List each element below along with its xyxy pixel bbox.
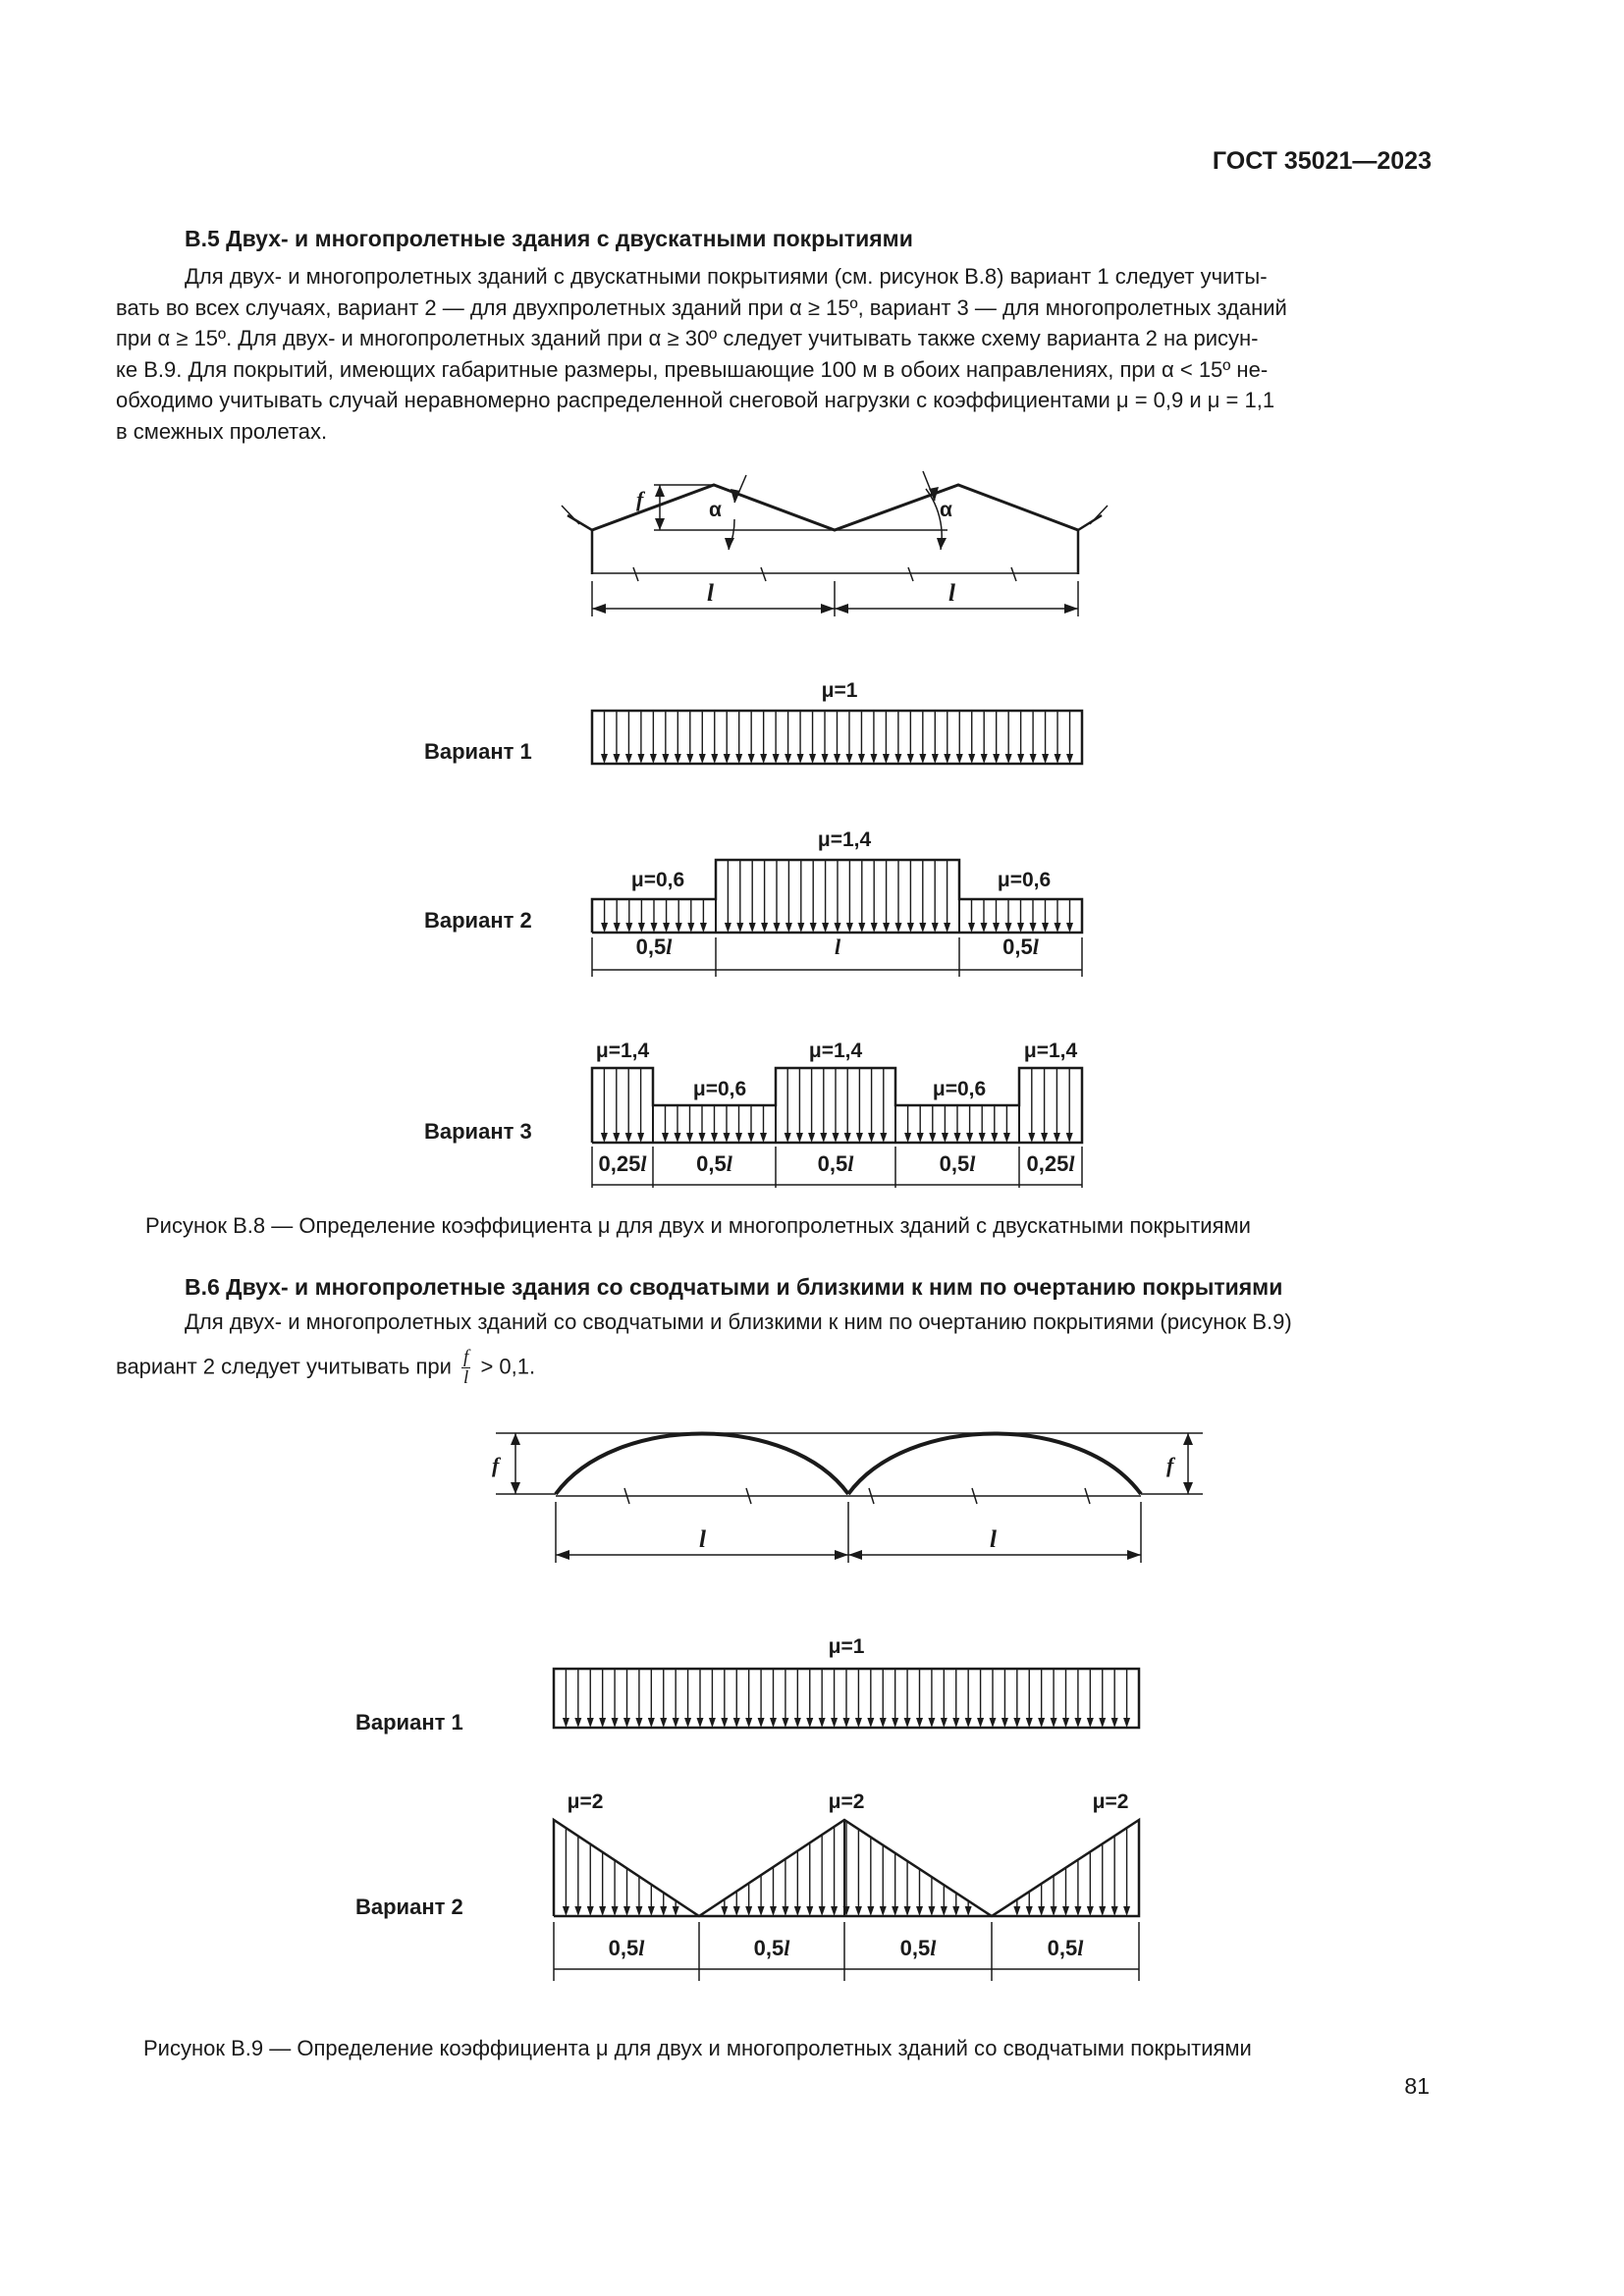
section-title-b5: В.5 Двух- и многопролетные здания с двускатными покрытиями — [185, 226, 913, 251]
load-arrowhead — [1013, 1906, 1020, 1916]
load-arrowhead — [1123, 1718, 1130, 1728]
load-arrowhead — [635, 1718, 642, 1728]
load-arrowhead — [1087, 1718, 1094, 1728]
load-arrowhead — [782, 1906, 788, 1916]
load-arrowhead — [880, 1906, 887, 1916]
page-number: 81 — [1404, 2073, 1430, 2099]
span-label: l — [699, 1526, 706, 1553]
load-arrowhead — [587, 1906, 594, 1916]
mu-label: μ=1 — [828, 1635, 865, 1658]
paragraph-b6-text: вариант 2 следует учитывать при — [116, 1354, 452, 1379]
fraction-numerator: f — [463, 1347, 469, 1367]
load-arrowhead — [952, 1906, 959, 1916]
load-arrowhead — [673, 1718, 679, 1728]
load-arrowhead — [1038, 1906, 1045, 1916]
load-arrowhead — [831, 1718, 838, 1728]
dim-label: 0,5l — [608, 1936, 645, 1960]
paragraph-b6-line1: Для двух- и многопролетных зданий со сводчатыми и близкими к ним по очертанию покрытиями (рисунок В.9) — [185, 1309, 1292, 1334]
load-arrowhead — [612, 1718, 619, 1728]
figure-b8-caption: Рисунок В.8 — Определение коэффициента μ для двух и многопролетных зданий с двускатными покрытиями — [145, 1213, 1251, 1238]
dim-label: 0,5l — [696, 1151, 732, 1176]
load-arrowhead — [941, 1906, 947, 1916]
load-arrowhead — [855, 1906, 862, 1916]
load-arrowhead — [623, 1718, 630, 1728]
load-arrowhead — [782, 1718, 788, 1728]
load-arrowhead — [1013, 1718, 1020, 1728]
dim-label: 0,5l — [817, 1151, 854, 1176]
variant-3-label: Вариант 3 — [424, 1119, 532, 1144]
load-arrowhead — [794, 1906, 801, 1916]
span-label: l — [707, 580, 714, 607]
mu-label: μ=1,4 — [595, 1040, 650, 1062]
load-arrowhead — [563, 1718, 569, 1728]
dim-label: 0,5l — [1047, 1936, 1084, 1960]
load-arrowhead — [952, 1718, 959, 1728]
load-arrowhead — [697, 1718, 704, 1728]
load-arrowhead — [758, 1718, 765, 1728]
mu-label: μ=2 — [828, 1790, 865, 1813]
load-arrowhead — [806, 1906, 813, 1916]
load-arrowhead — [1074, 1718, 1081, 1728]
load-arrowhead — [648, 1906, 655, 1916]
load-arrowhead — [1074, 1906, 1081, 1916]
load-arrowhead — [721, 1906, 728, 1916]
section-title-b6: В.6 Двух- и многопролетные здания со сводчатыми и близкими к ним по очертанию покрытиями — [185, 1274, 1283, 1300]
dim-label: 0,5l — [635, 934, 673, 959]
paragraph-line: обходимо учитывать случай неравномерно распределенной снеговой нагрузки с коэффициентами μ = 0,9 и μ = 1,1 — [116, 388, 1275, 412]
load-arrowhead — [770, 1906, 777, 1916]
mu-label: μ=0,6 — [692, 1078, 747, 1100]
load-arrowhead — [599, 1718, 606, 1728]
paragraph-line: Для двух- и многопролетных зданий с двускатными покрытиями (см. рисунок В.8) вариант 1 следует учиты- — [185, 264, 1268, 289]
load-arrowhead — [916, 1906, 923, 1916]
mu-label: μ=0,6 — [630, 869, 685, 891]
load-arrowhead — [867, 1718, 874, 1728]
alpha-label: α — [940, 499, 952, 521]
mu-label: μ=0,6 — [997, 869, 1052, 891]
load-arrowhead — [965, 1906, 972, 1916]
load-arrowhead — [684, 1718, 691, 1728]
dim-label: 0,5l — [1002, 934, 1039, 959]
dim-label: 0,25l — [598, 1151, 647, 1176]
load-arrowhead — [660, 1906, 667, 1916]
load-arrowhead — [1062, 1906, 1069, 1916]
load-arrowhead — [977, 1718, 984, 1728]
load-arrowhead — [892, 1906, 898, 1916]
load-arrowhead — [1111, 1718, 1118, 1728]
load-arrowhead — [574, 1906, 581, 1916]
load-arrowhead — [928, 1906, 935, 1916]
figure-b9-caption: Рисунок В.9 — Определение коэффициента μ для двух и многопролетных зданий со сводчатыми покрытиями — [143, 2036, 1252, 2060]
paragraph-line: ке В.9. Для покрытий, имеющих габаритные размеры, превышающие 100 м в обоих направлениях, при α < 15º не- — [116, 356, 1269, 382]
load-arrowhead — [1062, 1718, 1069, 1728]
mu-label: μ=2 — [567, 1790, 604, 1813]
load-arrowhead — [623, 1906, 630, 1916]
f-label: f — [636, 487, 644, 511]
load-arrowhead — [574, 1718, 581, 1728]
mu-label: μ=0,6 — [932, 1078, 987, 1100]
load-arrowhead — [928, 1718, 935, 1728]
alpha-label: α — [709, 499, 722, 521]
mu-label: μ=1,4 — [817, 828, 872, 851]
span-label: l — [990, 1526, 997, 1553]
dim-label: 0,5l — [939, 1151, 976, 1176]
load-arrowhead — [990, 1718, 997, 1728]
paragraph-b6-text-end: > 0,1. — [480, 1354, 536, 1379]
load-arrowhead — [1099, 1718, 1106, 1728]
load-arrowhead — [599, 1906, 606, 1916]
load-arrowhead — [1038, 1718, 1045, 1728]
load-arrowhead — [770, 1718, 777, 1728]
f-label: f — [1166, 1453, 1174, 1477]
load-arrowhead — [904, 1718, 911, 1728]
fraction-denominator: l — [463, 1367, 469, 1388]
paragraph-line: вать во всех случаях, вариант 2 — для двухпролетных зданий при α ≥ 15º, вариант 3 — для многопролетных зданий — [116, 294, 1287, 320]
load-arrowhead — [965, 1718, 972, 1728]
load-arrowhead — [794, 1718, 801, 1728]
load-arrowhead — [1111, 1906, 1118, 1916]
load-arrowhead — [843, 1718, 850, 1728]
load-arrowhead — [1087, 1906, 1094, 1916]
variant-2-label: Вариант 2 — [355, 1895, 463, 1919]
load-arrowhead — [916, 1718, 923, 1728]
load-arrowhead — [635, 1906, 642, 1916]
load-arrowhead — [831, 1906, 838, 1916]
load-arrowhead — [745, 1718, 752, 1728]
load-arrowhead — [941, 1718, 947, 1728]
mu-label: μ=1 — [821, 679, 858, 702]
load-arrowhead — [673, 1906, 679, 1916]
load-arrowhead — [648, 1718, 655, 1728]
f-label: f — [492, 1453, 500, 1477]
dim-label: 0,5l — [899, 1936, 937, 1960]
span-label: l — [948, 580, 955, 607]
load-arrowhead — [806, 1718, 813, 1728]
standard-header: ГОСТ 35021—2023 — [1212, 147, 1432, 175]
mu-label: μ=1,4 — [1023, 1040, 1078, 1062]
load-arrowhead — [745, 1906, 752, 1916]
load-arrowhead — [1051, 1906, 1057, 1916]
load-arrowhead — [721, 1718, 728, 1728]
load-arrowhead — [612, 1906, 619, 1916]
load-arrowhead — [709, 1718, 716, 1728]
paragraph-line: в смежных пролетах. — [116, 418, 328, 444]
load-arrowhead — [1026, 1906, 1033, 1916]
load-arrowhead — [587, 1718, 594, 1728]
load-arrowhead — [855, 1718, 862, 1728]
load-arrowhead — [892, 1718, 898, 1728]
dim-label: 0,25l — [1026, 1151, 1075, 1176]
load-arrowhead — [733, 1906, 740, 1916]
paragraph-line: при α ≥ 15º. Для двух- и многопролетных зданий при α ≥ 30º следует учитывать также схему варианта 2 на рисун- — [116, 326, 1259, 350]
load-arrowhead — [733, 1718, 740, 1728]
variant-1-label: Вариант 1 — [355, 1710, 463, 1735]
load-arrowhead — [660, 1718, 667, 1728]
variant-1-label: Вариант 1 — [424, 739, 532, 764]
load-arrowhead — [758, 1906, 765, 1916]
load-arrowhead — [1099, 1906, 1106, 1916]
mu-label: μ=2 — [1092, 1790, 1129, 1813]
load-arrowhead — [819, 1906, 826, 1916]
dim-label: l — [834, 934, 841, 959]
load-arrowhead — [1123, 1906, 1130, 1916]
dim-label: 0,5l — [753, 1936, 790, 1960]
load-arrowhead — [1051, 1718, 1057, 1728]
load-arrowhead — [819, 1718, 826, 1728]
load-arrowhead — [904, 1906, 911, 1916]
load-arrowhead — [1001, 1718, 1008, 1728]
load-arrowhead — [867, 1906, 874, 1916]
load-arrowhead — [880, 1718, 887, 1728]
load-arrowhead — [563, 1906, 569, 1916]
load-arrowhead — [1026, 1718, 1033, 1728]
variant-2-label: Вариант 2 — [424, 908, 532, 933]
mu-label: μ=1,4 — [808, 1040, 863, 1062]
